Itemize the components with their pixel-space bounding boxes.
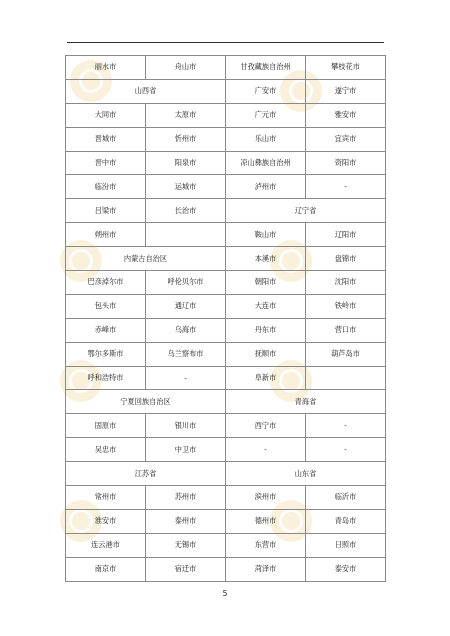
province-header-cell: 青海省 [226, 390, 386, 414]
table-row [66, 533, 386, 557]
city-cell: 德州市 [226, 509, 306, 533]
city-cell: 南京市 [66, 557, 146, 581]
city-cell: 营口市 [306, 318, 386, 342]
city-cell: 临汾市 [66, 175, 146, 199]
city-cell: 呼伦贝尔市 [146, 271, 226, 295]
province-header-cell: 宁夏回族自治区 [66, 390, 226, 414]
city-cell: 朝阳市 [226, 271, 306, 295]
city-cell: - [306, 175, 386, 199]
province-header-cell: 山东省 [226, 462, 386, 486]
table-row [66, 103, 386, 127]
table-row [66, 318, 386, 342]
city-cell: 凉山彝族自治州 [226, 151, 306, 175]
city-cell: 泰安市 [306, 557, 386, 581]
city-cell: - [146, 366, 226, 390]
city-cell: 雅安市 [306, 103, 386, 127]
city-cell: - [306, 414, 386, 438]
table-row [66, 79, 386, 103]
city-cell [306, 366, 386, 390]
table-row [66, 247, 386, 271]
city-cell: 滨州市 [226, 486, 306, 510]
city-cell: 泸州市 [226, 175, 306, 199]
city-cell: 遂宁市 [306, 79, 386, 103]
city-cell: 日照市 [306, 533, 386, 557]
city-cell: 铁岭市 [306, 294, 386, 318]
city-cell: 辽阳市 [306, 223, 386, 247]
province-header-cell: 江苏省 [66, 462, 226, 486]
table-row [66, 438, 386, 462]
city-cell: 青岛市 [306, 509, 386, 533]
city-cell: 大同市 [66, 103, 146, 127]
city-cell: 吴忠市 [66, 438, 146, 462]
city-cell: 东营市 [226, 533, 306, 557]
table-row [66, 56, 386, 80]
city-cell: 盘锦市 [306, 247, 386, 271]
province-header-cell: 辽宁省 [226, 199, 386, 223]
city-cell: 长治市 [146, 199, 226, 223]
table-body [66, 56, 386, 582]
table-row [66, 294, 386, 318]
city-cell: 晋中市 [66, 151, 146, 175]
city-cell: 阳泉市 [146, 151, 226, 175]
table-row [66, 271, 386, 295]
city-cell: 宜宾市 [306, 127, 386, 151]
table-row [66, 509, 386, 533]
table-row [66, 390, 386, 414]
city-cell: 丹东市 [226, 318, 306, 342]
page-number: 5 [222, 589, 228, 598]
city-cell: - [226, 438, 306, 462]
city-cell: 广安市 [226, 79, 306, 103]
city-cell: 泰州市 [146, 509, 226, 533]
city-cell: 乌兰察布市 [146, 342, 226, 366]
header-rule [67, 42, 384, 43]
city-cell: 鞍山市 [226, 223, 306, 247]
city-cell: 连云港市 [66, 533, 146, 557]
city-cell: 晋城市 [66, 127, 146, 151]
city-cell: 苏州市 [146, 486, 226, 510]
city-cell: - [306, 438, 386, 462]
table-row [66, 127, 386, 151]
city-cell: 固原市 [66, 414, 146, 438]
city-cell: 银川市 [146, 414, 226, 438]
region-city-table [65, 55, 386, 582]
city-cell: 葫芦岛市 [306, 342, 386, 366]
table-row [66, 414, 386, 438]
city-cell: 无锡市 [146, 533, 226, 557]
table-row [66, 462, 386, 486]
city-cell: 呼和浩特市 [66, 366, 146, 390]
city-cell: 太原市 [146, 103, 226, 127]
table-row [66, 175, 386, 199]
city-cell: 常州市 [66, 486, 146, 510]
city-cell: 宿迁市 [146, 557, 226, 581]
table-row [66, 557, 386, 581]
city-cell: 丽水市 [66, 56, 146, 80]
city-cell: 忻州市 [146, 127, 226, 151]
table-row [66, 151, 386, 175]
table-row [66, 223, 386, 247]
city-cell: 资阳市 [306, 151, 386, 175]
province-header-cell: 内蒙古自治区 [66, 247, 226, 271]
city-cell: 攀枝花市 [306, 56, 386, 80]
province-header-cell: 山西省 [66, 79, 226, 103]
city-cell: 中卫市 [146, 438, 226, 462]
city-cell: 朔州市 [66, 223, 146, 247]
city-cell: 广元市 [226, 103, 306, 127]
table-row [66, 342, 386, 366]
table-row [66, 366, 386, 390]
city-cell: 菏泽市 [226, 557, 306, 581]
city-cell: 临沂市 [306, 486, 386, 510]
city-cell: 包头市 [66, 294, 146, 318]
city-cell: 舟山市 [146, 56, 226, 80]
city-cell: 乐山市 [226, 127, 306, 151]
table-row [66, 199, 386, 223]
city-cell: 西宁市 [226, 414, 306, 438]
city-cell: 鄂尔多斯市 [66, 342, 146, 366]
city-cell: 运城市 [146, 175, 226, 199]
city-cell: 本溪市 [226, 247, 306, 271]
city-cell: 吕梁市 [66, 199, 146, 223]
city-cell [146, 223, 226, 247]
city-cell: 赤峰市 [66, 318, 146, 342]
city-cell: 阜新市 [226, 366, 306, 390]
city-cell: 乌海市 [146, 318, 226, 342]
city-cell: 甘孜藏族自治州 [226, 56, 306, 80]
city-cell: 大连市 [226, 294, 306, 318]
table-row [66, 486, 386, 510]
city-cell: 淮安市 [66, 509, 146, 533]
city-cell: 抚顺市 [226, 342, 306, 366]
city-cell: 沈阳市 [306, 271, 386, 295]
city-cell: 巴彦淖尔市 [66, 271, 146, 295]
city-cell: 通辽市 [146, 294, 226, 318]
